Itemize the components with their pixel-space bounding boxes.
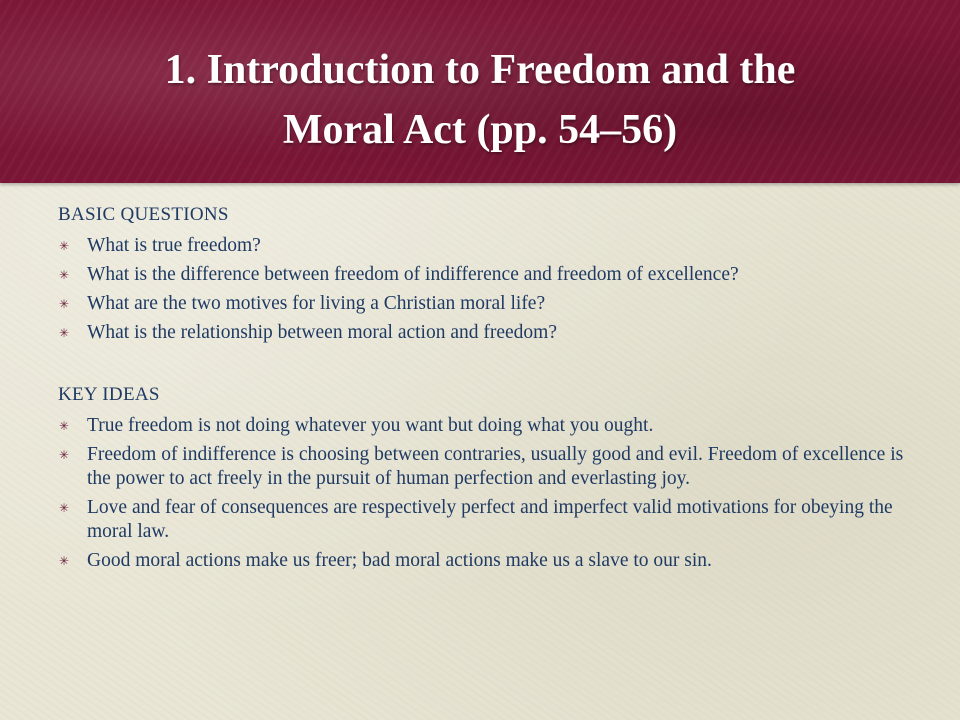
asterisk-bullet-icon: ✳: [59, 326, 70, 340]
list-item: [58, 549, 928, 573]
asterisk-bullet-icon: ✳: [59, 239, 70, 253]
asterisk-bullet-icon: ✳: [59, 501, 70, 515]
list-item: [58, 321, 928, 345]
asterisk-bullet-icon: ✳: [59, 554, 70, 568]
list-item-text: What is the relationship between moral action and freedom?: [87, 322, 557, 343]
basic-questions-list: [58, 234, 928, 345]
list-item: [58, 263, 928, 287]
list-item: [58, 496, 928, 544]
asterisk-bullet-icon: ✳: [59, 297, 70, 311]
key-ideas-list: [58, 414, 928, 573]
slide-title-line-1: 1. Introduction to Freedom and the: [164, 47, 796, 93]
list-item-text: What are the two motives for living a Christian moral life?: [87, 293, 546, 314]
section-spacer: [58, 350, 928, 380]
list-item: [58, 292, 928, 316]
slide-content: [58, 200, 928, 578]
list-item-text: What is true freedom?: [87, 235, 261, 256]
list-item-text: True freedom is not doing whatever you want but doing what you ought.: [87, 415, 654, 436]
list-item: [58, 414, 928, 438]
list-item-text: Love and fear of consequences are respectively perfect and imperfect valid motivations for obeying the moral law.: [87, 497, 893, 542]
slide-title-line-2: Moral Act (pp. 54–56): [282, 107, 678, 153]
basic-questions-section: [58, 200, 928, 345]
asterisk-bullet-icon: ✳: [59, 419, 70, 433]
list-item: [58, 234, 928, 258]
list-item-text: Freedom of indifference is choosing between contraries, usually good and evil. Freedom of excellence is the power to act freely in the pursuit of human perfection and everlasting joy.: [87, 444, 904, 489]
list-item: [58, 443, 928, 491]
list-item-text: What is the difference between freedom of indifference and freedom of excellence?: [87, 264, 739, 285]
key-ideas-section: [58, 380, 928, 573]
list-item-text: Good moral actions make us freer; bad moral actions make us a slave to our sin.: [87, 550, 712, 571]
asterisk-bullet-icon: ✳: [59, 268, 70, 282]
key-ideas-heading: KEY IDEAS: [58, 384, 160, 405]
asterisk-bullet-icon: ✳: [59, 448, 70, 462]
slide-title: [40, 40, 920, 160]
basic-questions-heading: BASIC QUESTIONS: [58, 204, 229, 225]
title-band: [0, 0, 960, 183]
